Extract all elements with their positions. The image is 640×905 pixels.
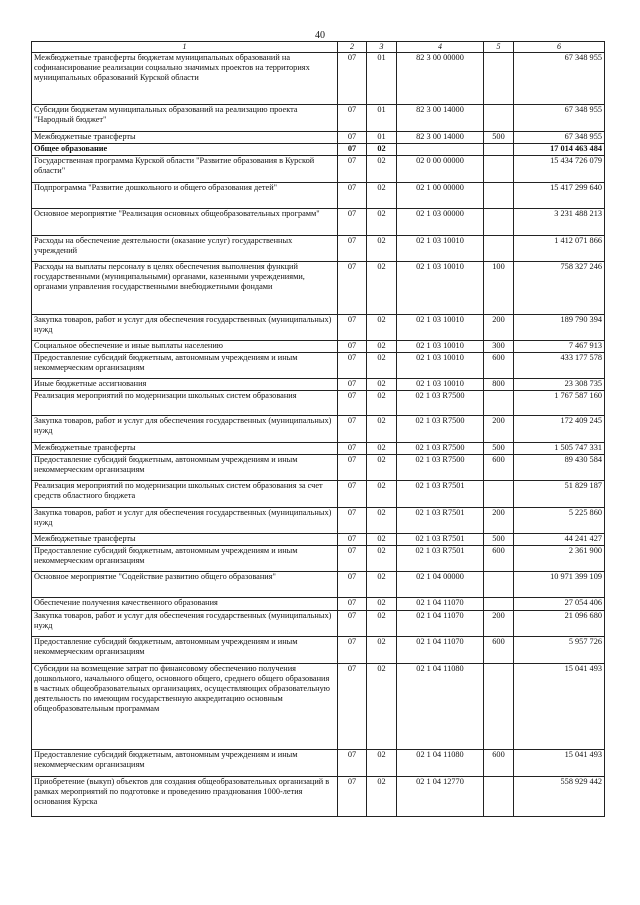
cell-amount: 51 829 187 (514, 481, 605, 508)
cell-section: 07 (338, 53, 367, 105)
cell-subsection: 02 (367, 379, 397, 391)
column-header-section: 2 (338, 42, 367, 53)
cell-subsection: 02 (367, 508, 397, 534)
cell-subsection: 01 (367, 105, 397, 132)
cell-target-article: 02 1 03 R7500 (397, 443, 484, 455)
cell-name: Общее образование (32, 144, 338, 156)
cell-subsection: 02 (367, 315, 397, 341)
cell-name: Расходы на обеспечение деятельности (оказание услуг) государственных учреждений (32, 236, 338, 262)
cell-expense-type: 200 (484, 508, 514, 534)
cell-name: Субсидии на возмещение затрат по финансовому обеспечению получения дошкольного, начального общего, основного общего, среднего общего образования в частных общеобразовательных организациях, осуществляющих образовательную деятельность по имеющим государственную аккредитацию основным общеобразовательным программам (32, 664, 338, 750)
cell-expense-type: 100 (484, 262, 514, 315)
table-row (32, 664, 605, 750)
cell-section: 07 (338, 391, 367, 416)
cell-subsection: 01 (367, 53, 397, 105)
cell-expense-type: 500 (484, 443, 514, 455)
cell-expense-type: 600 (484, 455, 514, 481)
cell-subsection: 02 (367, 546, 397, 572)
cell-target-article: 82 3 00 14000 (397, 132, 484, 144)
cell-expense-type: 600 (484, 353, 514, 379)
cell-subsection: 02 (367, 353, 397, 379)
cell-name: Реализация мероприятий по модернизации школьных систем образования (32, 391, 338, 416)
cell-name: Социальное обеспечение и иные выплаты населению (32, 341, 338, 353)
table-row (32, 443, 605, 455)
table-row (32, 132, 605, 144)
table-row (32, 750, 605, 777)
cell-section: 07 (338, 598, 367, 611)
cell-amount: 10 971 399 109 (514, 572, 605, 598)
cell-expense-type (484, 156, 514, 183)
cell-subsection: 02 (367, 262, 397, 315)
cell-expense-type: 200 (484, 611, 514, 637)
cell-section: 07 (338, 750, 367, 777)
cell-section: 07 (338, 132, 367, 144)
cell-target-article: 02 1 04 11080 (397, 664, 484, 750)
cell-target-article: 02 1 03 10010 (397, 262, 484, 315)
cell-name: Основное мероприятие "Содействие развитию общего образования" (32, 572, 338, 598)
cell-name: Межбюджетные трансферты (32, 132, 338, 144)
cell-expense-type (484, 777, 514, 817)
cell-amount: 758 327 246 (514, 262, 605, 315)
cell-subsection: 02 (367, 777, 397, 817)
cell-section: 07 (338, 508, 367, 534)
cell-name: Субсидии бюджетам муниципальных образований на реализацию проекта "Народный бюджет" (32, 105, 338, 132)
cell-expense-type: 500 (484, 534, 514, 546)
cell-target-article: 02 1 04 11070 (397, 611, 484, 637)
cell-target-article: 02 1 03 R7500 (397, 416, 484, 443)
cell-amount: 1 505 747 331 (514, 443, 605, 455)
cell-section: 07 (338, 341, 367, 353)
cell-section: 07 (338, 144, 367, 156)
cell-name: Предоставление субсидий бюджетным, автономным учреждениям и иным некоммерческим организациям (32, 546, 338, 572)
cell-name: Закупка товаров, работ и услуг для обеспечения государственных (муниципальных) нужд (32, 611, 338, 637)
cell-section: 07 (338, 443, 367, 455)
column-header-subsection: 3 (367, 42, 397, 53)
cell-amount: 67 348 955 (514, 53, 605, 105)
cell-target-article: 82 3 00 00000 (397, 53, 484, 105)
table-row (32, 341, 605, 353)
cell-expense-type: 200 (484, 416, 514, 443)
cell-amount: 5 957 726 (514, 637, 605, 664)
cell-amount: 15 434 726 079 (514, 156, 605, 183)
cell-expense-type: 800 (484, 379, 514, 391)
cell-target-article: 02 1 04 11080 (397, 750, 484, 777)
cell-name: Закупка товаров, работ и услуг для обеспечения государственных (муниципальных) нужд (32, 416, 338, 443)
cell-target-article: 02 1 03 R7500 (397, 455, 484, 481)
cell-target-article: 02 1 03 R7501 (397, 481, 484, 508)
cell-subsection: 02 (367, 611, 397, 637)
budget-table (31, 41, 605, 817)
cell-target-article: 02 1 04 11070 (397, 637, 484, 664)
cell-name: Межбюджетные трансферты (32, 443, 338, 455)
table-row (32, 534, 605, 546)
table-row (32, 315, 605, 341)
cell-amount: 433 177 578 (514, 353, 605, 379)
cell-subsection: 02 (367, 341, 397, 353)
cell-target-article: 02 1 00 00000 (397, 183, 484, 209)
cell-name: Реализация мероприятий по модернизации школьных систем образования за счет средств областного бюджета (32, 481, 338, 508)
table-row (32, 598, 605, 611)
cell-subsection: 02 (367, 144, 397, 156)
table-row (32, 546, 605, 572)
cell-amount: 15 041 493 (514, 750, 605, 777)
column-header-name: 1 (32, 42, 338, 53)
cell-expense-type: 600 (484, 750, 514, 777)
cell-name: Обеспечение получения качественного образования (32, 598, 338, 611)
cell-subsection: 02 (367, 534, 397, 546)
cell-section: 07 (338, 664, 367, 750)
cell-expense-type (484, 391, 514, 416)
table-row (32, 262, 605, 315)
cell-section: 07 (338, 481, 367, 508)
cell-subsection: 02 (367, 455, 397, 481)
cell-amount: 15 417 299 640 (514, 183, 605, 209)
cell-amount: 189 790 394 (514, 315, 605, 341)
cell-name: Приобретение (выкуп) объектов для создания общеобразовательных организаций в рамках мероприятий по подготовке и проведению празднования 1000-летия основания Курска (32, 777, 338, 817)
cell-target-article: 02 1 03 10010 (397, 379, 484, 391)
cell-name: Расходы на выплаты персоналу в целях обеспечения выполнения функций государственными (муниципальными) органами, казенными учреждениями, органами управления государственными внебюджетными фондами (32, 262, 338, 315)
cell-expense-type: 500 (484, 132, 514, 144)
cell-name: Основное мероприятие "Реализация основных общеобразовательных программ" (32, 209, 338, 236)
cell-section: 07 (338, 379, 367, 391)
cell-expense-type (484, 481, 514, 508)
cell-target-article: 02 1 04 00000 (397, 572, 484, 598)
cell-expense-type: 600 (484, 637, 514, 664)
cell-amount: 27 054 406 (514, 598, 605, 611)
cell-expense-type (484, 105, 514, 132)
cell-section: 07 (338, 637, 367, 664)
table-body (32, 53, 605, 817)
cell-name: Закупка товаров, работ и услуг для обеспечения государственных (муниципальных) нужд (32, 508, 338, 534)
table-row (32, 53, 605, 105)
cell-amount: 2 361 900 (514, 546, 605, 572)
cell-expense-type (484, 572, 514, 598)
cell-amount: 172 409 245 (514, 416, 605, 443)
cell-amount: 17 014 463 484 (514, 144, 605, 156)
table-row (32, 105, 605, 132)
cell-subsection: 02 (367, 183, 397, 209)
cell-name: Предоставление субсидий бюджетным, автономным учреждениям и иным некоммерческим организациям (32, 637, 338, 664)
cell-section: 07 (338, 611, 367, 637)
cell-section: 07 (338, 353, 367, 379)
cell-subsection: 02 (367, 637, 397, 664)
cell-target-article: 02 1 03 10010 (397, 341, 484, 353)
cell-name: Предоставление субсидий бюджетным, автономным учреждениям и иным некоммерческим организациям (32, 353, 338, 379)
cell-amount: 7 467 913 (514, 341, 605, 353)
table-row (32, 455, 605, 481)
table-row (32, 611, 605, 637)
cell-target-article: 02 1 04 11070 (397, 598, 484, 611)
cell-name: Иные бюджетные ассигнования (32, 379, 338, 391)
cell-subsection: 02 (367, 572, 397, 598)
cell-target-article: 02 1 03 10010 (397, 236, 484, 262)
cell-section: 07 (338, 777, 367, 817)
cell-subsection: 02 (367, 481, 397, 508)
cell-target-article: 02 1 03 00000 (397, 209, 484, 236)
cell-subsection: 02 (367, 416, 397, 443)
cell-expense-type (484, 144, 514, 156)
cell-target-article: 02 1 03 R7501 (397, 546, 484, 572)
cell-section: 07 (338, 534, 367, 546)
cell-subsection: 02 (367, 750, 397, 777)
table-row (32, 353, 605, 379)
cell-amount: 44 241 427 (514, 534, 605, 546)
cell-amount: 3 231 488 213 (514, 209, 605, 236)
table-row (32, 209, 605, 236)
cell-subsection: 02 (367, 156, 397, 183)
column-header-amount: 6 (514, 42, 605, 53)
cell-amount: 67 348 955 (514, 132, 605, 144)
table-row (32, 637, 605, 664)
cell-amount: 67 348 955 (514, 105, 605, 132)
cell-expense-type: 200 (484, 315, 514, 341)
cell-expense-type: 600 (484, 546, 514, 572)
cell-name: Подпрограмма "Развитие дошкольного и общего образования детей" (32, 183, 338, 209)
cell-target-article (397, 144, 484, 156)
cell-name: Предоставление субсидий бюджетным, автономным учреждениям и иным некоммерческим организациям (32, 455, 338, 481)
table-row (32, 481, 605, 508)
cell-amount: 5 225 860 (514, 508, 605, 534)
cell-subsection: 02 (367, 391, 397, 416)
cell-expense-type (484, 664, 514, 750)
cell-amount: 21 096 680 (514, 611, 605, 637)
cell-amount: 89 430 584 (514, 455, 605, 481)
cell-target-article: 02 1 04 12770 (397, 777, 484, 817)
table-row (32, 777, 605, 817)
cell-subsection: 02 (367, 209, 397, 236)
table-row (32, 379, 605, 391)
table-row (32, 236, 605, 262)
cell-name: Государственная программа Курской области "Развитие образования в Курской области" (32, 156, 338, 183)
cell-section: 07 (338, 209, 367, 236)
table-row (32, 144, 605, 156)
cell-amount: 1 412 071 866 (514, 236, 605, 262)
table-row (32, 183, 605, 209)
cell-section: 07 (338, 236, 367, 262)
cell-expense-type (484, 53, 514, 105)
table-row (32, 508, 605, 534)
cell-section: 07 (338, 546, 367, 572)
cell-name: Закупка товаров, работ и услуг для обеспечения государственных (муниципальных) нужд (32, 315, 338, 341)
cell-target-article: 02 1 03 R7500 (397, 391, 484, 416)
cell-expense-type (484, 236, 514, 262)
table-row (32, 416, 605, 443)
cell-target-article: 02 0 00 00000 (397, 156, 484, 183)
cell-target-article: 82 3 00 14000 (397, 105, 484, 132)
cell-name: Межбюджетные трансферты (32, 534, 338, 546)
cell-section: 07 (338, 156, 367, 183)
cell-section: 07 (338, 183, 367, 209)
cell-expense-type (484, 209, 514, 236)
table-row (32, 572, 605, 598)
cell-subsection: 02 (367, 236, 397, 262)
cell-section: 07 (338, 315, 367, 341)
column-header-row (32, 42, 605, 53)
cell-subsection: 02 (367, 598, 397, 611)
cell-subsection: 02 (367, 443, 397, 455)
cell-amount: 558 929 442 (514, 777, 605, 817)
cell-amount: 23 308 735 (514, 379, 605, 391)
cell-expense-type (484, 598, 514, 611)
cell-amount: 1 767 587 160 (514, 391, 605, 416)
table-row (32, 391, 605, 416)
cell-subsection: 02 (367, 664, 397, 750)
cell-section: 07 (338, 262, 367, 315)
cell-section: 07 (338, 455, 367, 481)
cell-subsection: 01 (367, 132, 397, 144)
cell-target-article: 02 1 03 R7501 (397, 508, 484, 534)
cell-amount: 15 041 493 (514, 664, 605, 750)
cell-name: Предоставление субсидий бюджетным, автономным учреждениям и иным некоммерческим организациям (32, 750, 338, 777)
table-row (32, 156, 605, 183)
cell-section: 07 (338, 416, 367, 443)
cell-section: 07 (338, 572, 367, 598)
column-header-target-article: 4 (397, 42, 484, 53)
cell-section: 07 (338, 105, 367, 132)
cell-target-article: 02 1 03 R7501 (397, 534, 484, 546)
cell-expense-type: 300 (484, 341, 514, 353)
cell-expense-type (484, 183, 514, 209)
cell-name: Межбюджетные трансферты бюджетам муниципальных образований на софинансирование реализации социально значимых проектов на территориях муниципальных образований Курской области (32, 53, 338, 105)
page-number: 40 (315, 30, 325, 41)
cell-target-article: 02 1 03 10010 (397, 315, 484, 341)
cell-target-article: 02 1 03 10010 (397, 353, 484, 379)
column-header-expense-type: 5 (484, 42, 514, 53)
